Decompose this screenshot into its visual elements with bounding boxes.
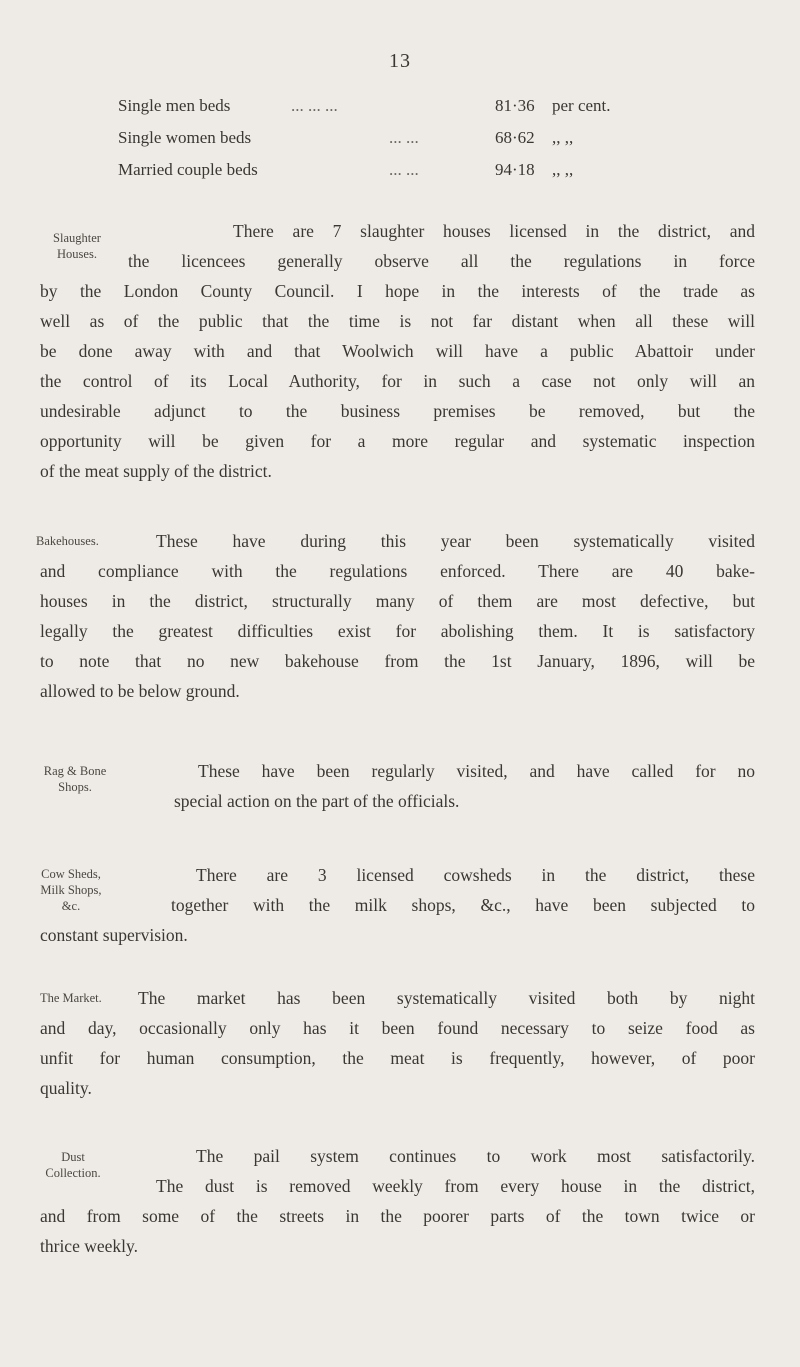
bed-unit: ,, ,, bbox=[552, 128, 574, 147]
text-line: These have been regularly visited, and have called for no bbox=[198, 761, 755, 781]
text-line: houses in the district, structurally many of them are most defective, but bbox=[40, 591, 755, 611]
text-line: undesirable adjunct to the business premises be removed, but the bbox=[40, 401, 755, 421]
text-line: be done away with and that Woolwich will have a public Abattoir under bbox=[40, 341, 755, 361]
paragraph bbox=[40, 216, 755, 486]
text-line: and day, occasionally only has it been found necessary to seize food as bbox=[40, 1018, 755, 1038]
text-line: legally the greatest difficulties exist for abolishing them. It is satisfactory bbox=[40, 621, 755, 641]
page-number: 13 bbox=[389, 50, 411, 72]
paragraph bbox=[40, 526, 755, 706]
text-line: quality. bbox=[40, 1078, 92, 1098]
text-line: The market has been systematically visited both by night bbox=[138, 988, 755, 1008]
paragraph bbox=[40, 1141, 755, 1261]
text-line: well as of the public that the time is not far distant when all these will bbox=[40, 311, 755, 331]
section-rag-bone-shops bbox=[40, 756, 755, 816]
section-bakehouses bbox=[36, 526, 755, 706]
margin-label bbox=[30, 763, 120, 795]
paragraph bbox=[40, 983, 755, 1103]
text-line: opportunity will be given for a more regular and systematic inspection bbox=[40, 431, 755, 451]
margin-label-line: Milk Shops, bbox=[40, 883, 102, 897]
text-line: allowed to be below ground. bbox=[40, 681, 240, 701]
section-market bbox=[40, 983, 755, 1103]
margin-label-line: The Market. bbox=[40, 991, 102, 1005]
margin-label-line: Cow Sheds, bbox=[41, 867, 101, 881]
bed-label: Married couple beds bbox=[118, 160, 258, 179]
margin-label-line: Rag & Bone bbox=[43, 764, 107, 778]
section-slaughter-houses bbox=[40, 216, 755, 486]
margin-label-line: Bakehouses. bbox=[36, 534, 99, 548]
margin-label bbox=[28, 1149, 118, 1181]
bed-label: Single men beds bbox=[118, 96, 231, 115]
margin-label-line: Dust bbox=[61, 1150, 85, 1164]
section-dust-collection bbox=[40, 1141, 755, 1261]
margin-label bbox=[26, 866, 116, 914]
section-cow-sheds bbox=[40, 860, 755, 950]
leader-dots: ... ... bbox=[389, 128, 419, 147]
text-line: The pail system continues to work most satisfactorily. bbox=[196, 1146, 755, 1166]
margin-label-line: Collection. bbox=[45, 1166, 101, 1180]
beds-table bbox=[118, 90, 678, 186]
margin-label bbox=[32, 230, 122, 262]
text-line: These have during this year been systematically visited bbox=[156, 531, 755, 551]
text-line: and from some of the streets in the poorer parts of the town twice or bbox=[40, 1206, 755, 1226]
text-line: of the meat supply of the district. bbox=[40, 461, 272, 481]
text-line: and compliance with the regulations enforced. There are 40 bake- bbox=[40, 561, 755, 581]
text-line: unfit for human consumption, the meat is frequently, however, of poor bbox=[40, 1048, 755, 1068]
text-line: the licencees generally observe all the regulations in force bbox=[128, 251, 755, 271]
paragraph bbox=[40, 860, 755, 950]
bed-row bbox=[118, 154, 678, 186]
text-line: thrice weekly. bbox=[40, 1236, 138, 1256]
text-line: constant supervision. bbox=[40, 925, 188, 945]
text-line: special action on the part of the officials. bbox=[174, 791, 460, 811]
bed-unit: ,, ,, bbox=[552, 160, 574, 179]
bed-unit: per cent. bbox=[552, 96, 611, 115]
margin-label-line: Houses. bbox=[57, 247, 97, 261]
text-line: to note that no new bakehouse from the 1st January, 1896, will be bbox=[40, 651, 755, 671]
margin-label bbox=[36, 533, 126, 549]
bed-row bbox=[118, 90, 678, 122]
text-line: There are 3 licensed cowsheds in the district, these bbox=[196, 865, 755, 885]
leader-dots: ... ... bbox=[389, 160, 419, 179]
paragraph bbox=[40, 756, 755, 816]
leader-dots: ... ... ... bbox=[291, 96, 338, 115]
bed-value: 81·36 bbox=[495, 96, 535, 115]
text-line: by the London County Council. I hope in the interests of the trade as bbox=[40, 281, 755, 301]
text-line: the control of its Local Authority, for in such a case not only will an bbox=[40, 371, 755, 391]
margin-label bbox=[40, 990, 130, 1006]
bed-value: 68·62 bbox=[495, 128, 535, 147]
margin-label-line: &c. bbox=[61, 899, 81, 913]
margin-label-line: Shops. bbox=[58, 780, 92, 794]
text-line: together with the milk shops, &c., have been subjected to bbox=[171, 895, 755, 915]
bed-row bbox=[118, 122, 678, 154]
text-line: There are 7 slaughter houses licensed in the district, and bbox=[233, 221, 755, 241]
bed-value: 94·18 bbox=[495, 160, 535, 179]
text-line: The dust is removed weekly from every house in the district, bbox=[156, 1176, 755, 1196]
margin-label-line: Slaughter bbox=[53, 231, 101, 245]
bed-label: Single women beds bbox=[118, 128, 252, 147]
